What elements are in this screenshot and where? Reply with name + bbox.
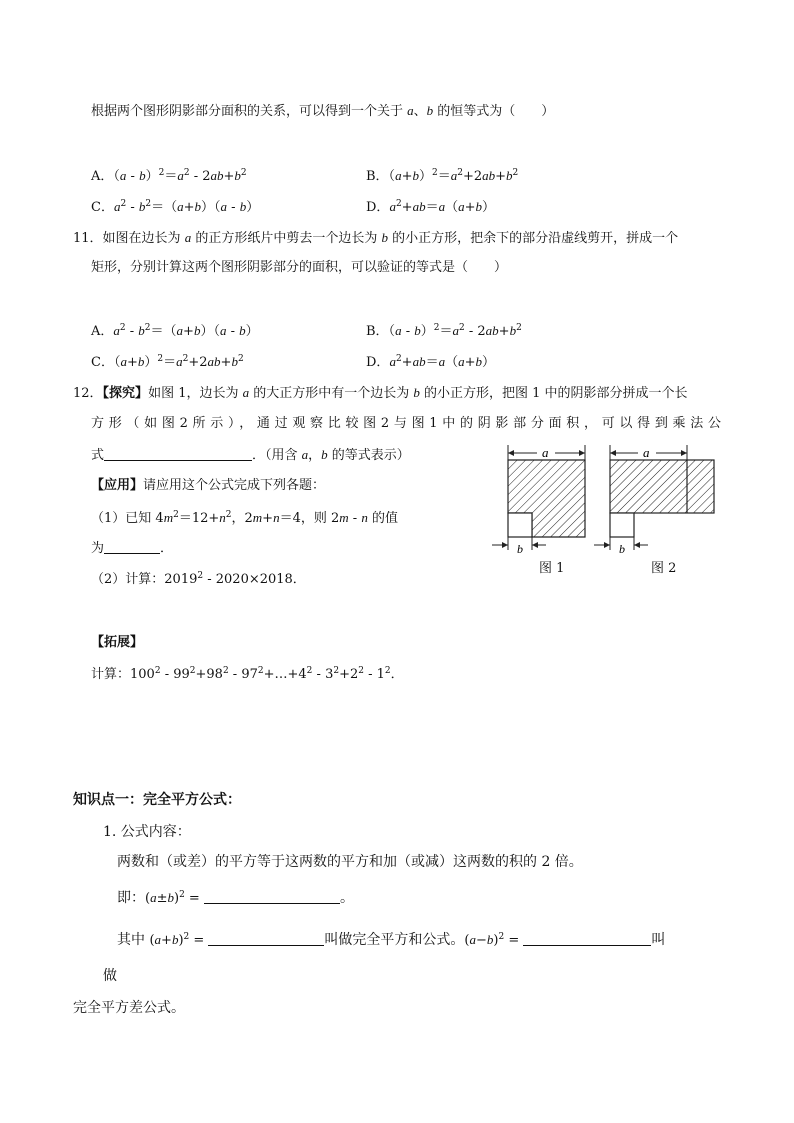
figure-2-diagram (594, 445, 714, 556)
answer-blank-value[interactable] (104, 539, 160, 554)
knowledge-item-1: 1. 公式内容： (103, 824, 191, 840)
fig2-label-a: a (643, 445, 650, 460)
q12-line1: 12．【探究】如图 1，边长为 a 的大正方形中有一个边长为 b 的小正方形，把图 1 中的阴影部分拼成一个长 (73, 385, 688, 401)
q10-option-a: A．$(a - b)^2=a^2 - 2ab+b^2$ (91, 168, 247, 184)
knowledge-namely: 即：$(a\pm b)^2$ = 。 (117, 890, 354, 906)
answer-blank-diff[interactable] (523, 931, 651, 946)
q12-tag-apply: 【应用】 (91, 478, 144, 493)
figures-1-2 (486, 440, 726, 560)
q12-tag-explore: 【探究】 (102, 386, 149, 401)
q10-option-d: D．$a^2+ab=a(a+b)$ (366, 199, 496, 215)
q12-part2: （2）计算：2019$^2$ - 2020×2018． (91, 571, 306, 587)
q12-extend-tag: 【拓展】 (91, 635, 144, 650)
knowledge-last: 完全平方差公式。 (73, 1000, 185, 1016)
q11-line1: 11．如图在边长为 a 的正方形纸片中剪去一个边长为 b 的小正方形，把余下的部分沿虚线剪开，拼成一个 (73, 230, 679, 246)
fig2-label-b: b (619, 542, 625, 556)
knowledge-heading: 知识点一：完全平方公式： (73, 792, 241, 808)
fig1-label-a: a (542, 445, 549, 460)
answer-blank-sum[interactable] (208, 931, 324, 946)
q12-part1-line1: （1）已知 $4m^2=12+n^2$，2m+n＝4，则 2m - n 的值 (91, 510, 398, 526)
q11-line2: 矩形，分别计算这两个图形阴影部分的面积，可以验证的等式是（ ） (91, 260, 508, 275)
knowledge-where: 其中 $(a+b)^2$ = 叫做完全平方和公式。$(a-b)^2$ = 叫 (117, 932, 666, 948)
q11-option-b: B．$(a - b)^2=a^2 - 2ab+b^2$ (366, 323, 522, 339)
answer-blank-namely[interactable] (204, 889, 340, 904)
q10-option-c: C．$a^2 - b^2=(a+b)(a - b)$ (91, 199, 260, 215)
answer-blank-formula[interactable] (104, 446, 252, 461)
q11-option-d: D．$a^2+ab=a(a+b)$ (366, 354, 496, 370)
knowledge-statement: 两数和（或差）的平方等于这两数的平方和加（或减）这两数的积的 2 倍。 (117, 854, 583, 870)
q12-extend-text: 计算：$100^2 - 99^2+98^2$ - $97^2+\dots+4^2 - 3^2+2^2 - 1^2$． (91, 666, 404, 682)
figure-1-diagram (492, 445, 585, 556)
q11-option-a: A．$a^2 - b^2=(a+b)(a - b)$ (91, 323, 259, 339)
q12-line2: 方形（如图2所示），通过观察比较图2与图1中的阴影部分面积，可以得到乘法公 (91, 416, 721, 431)
q11-option-c: C．$(a+b)^2=a^2+2ab+b^2$ (91, 354, 244, 370)
knowledge-where-cont: 做 (103, 968, 117, 984)
figure-2-caption: 图 2 (651, 561, 677, 576)
fig1-label-b: b (517, 542, 523, 556)
question-intro: 根据两个图形阴影部分面积的关系，可以得到一个关于 a、b 的恒等式为（ ） (91, 103, 555, 119)
figure-1-caption: 图 1 (539, 561, 565, 576)
q12-apply: 【应用】请应用这个公式完成下列各题： (91, 478, 326, 493)
q10-option-b: B．$(a+b)^2=a^2+2ab+b^2$ (366, 168, 519, 184)
q12-part1-line2: 为 ． (91, 541, 174, 556)
q12-line3: 式 ．（用含 a，b 的等式表示） (91, 447, 410, 463)
